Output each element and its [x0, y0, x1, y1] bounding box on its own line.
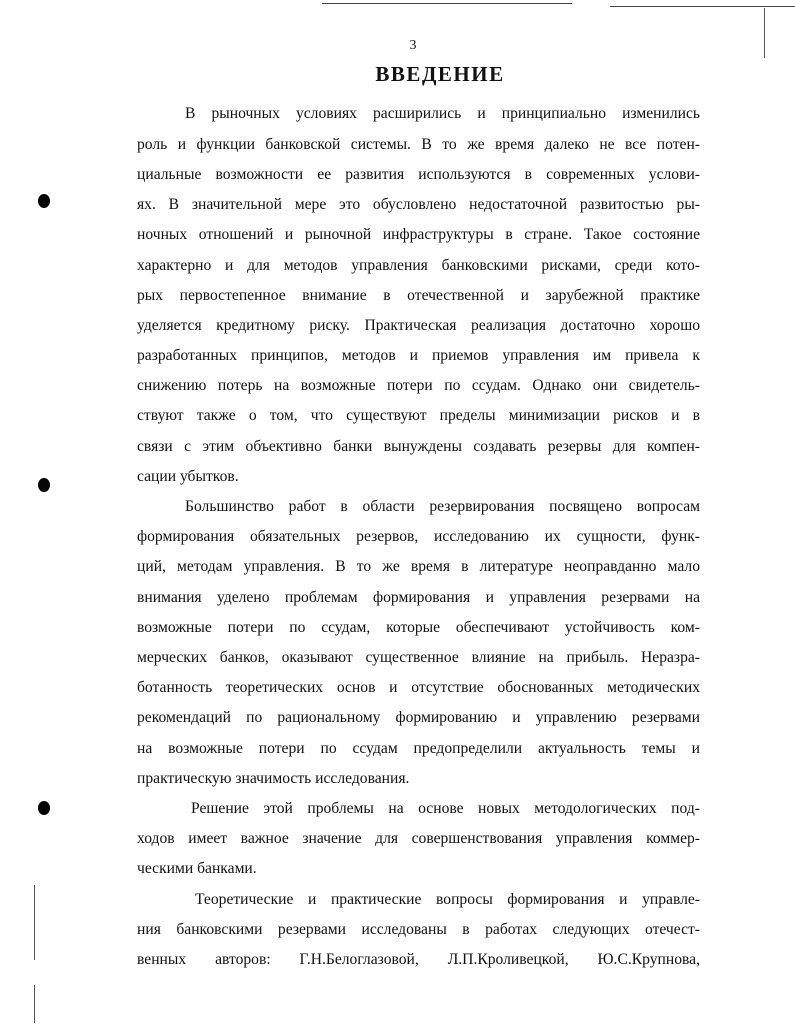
scan-edge-line	[322, 3, 572, 4]
text-line: венных авторов: Г.Н.Белоглазовой, Л.П.Кроливецкой, Ю.С.Крупнова,	[137, 951, 700, 968]
scan-edge-line	[34, 885, 35, 960]
text-line: практическую значимость исследования.	[137, 770, 410, 787]
page-title: ВВЕДЕНИЕ	[375, 62, 505, 86]
text-line: ций, методам управления. В то же время в литературе неоправданно мало	[137, 558, 700, 575]
text-line: ния банковскими резервами исследованы в работах следующих отечест-	[137, 921, 700, 938]
hole-punch-mark	[38, 478, 50, 492]
text-line: ботанность теоретических основ и отсутствие обоснованных методических	[137, 679, 700, 696]
text-line: связи с этим объективно банки вынуждены создавать резервы для компен-	[137, 438, 700, 455]
text-line: Решение этой проблемы на основе новых методологических под-	[191, 800, 700, 817]
text-line: рекомендаций по рациональному формированию и управлению резервами	[137, 709, 700, 726]
text-line: сации убытков.	[137, 468, 239, 485]
scan-edge-line	[610, 6, 795, 7]
text-line: снижению потерь на возможные потери по ссудам. Однако они свидетель-	[137, 377, 700, 394]
hole-punch-mark	[38, 801, 50, 815]
scan-edge-line	[34, 985, 35, 1023]
text-line: роль и функции банковской системы. В то же время далеко не все потен-	[137, 136, 700, 153]
text-line: ночных отношений и рыночной инфраструктуры в стране. Такое состояние	[137, 226, 700, 243]
text-line: ях. В значительной мере это обусловлено недостаточной развитостью ры-	[137, 196, 700, 213]
text-line: ходов имеет важное значение для совершенствования управления коммер-	[137, 830, 700, 847]
text-line: ческими банками.	[137, 860, 257, 877]
page-number: 3	[409, 38, 417, 53]
text-line: мерческих банков, оказывают существенное влияние на прибыль. Неразра-	[137, 649, 700, 666]
text-line: ствуют также о том, что существуют пределы минимизации рисков и в	[137, 407, 700, 424]
text-line: В рыночных условиях расширились и принципиально изменились	[185, 105, 700, 122]
text-line: характерно и для методов управления банковскими рисками, среди кото-	[137, 257, 700, 274]
text-line: на возможные потери по ссудам предопределили актуальность темы и	[137, 740, 700, 757]
text-line: разработанных принципов, методов и приемов управления им привела к	[137, 347, 700, 364]
text-line: Большинство работ в области резервирования посвящено вопросам	[185, 498, 700, 515]
hole-punch-mark	[38, 194, 50, 208]
text-line: возможные потери по ссудам, которые обеспечивают устойчивость ком-	[137, 619, 700, 636]
text-line: формирования обязательных резервов, исследованию их сущности, функ-	[137, 528, 700, 545]
text-line: внимания уделено проблемам формирования и управления резервами на	[137, 589, 700, 606]
text-line: рых первостепенное внимание в отечественной и зарубежной практике	[137, 287, 700, 304]
text-line: уделяется кредитному риску. Практическая реализация достаточно хорошо	[137, 317, 700, 334]
text-line: Теоретические и практические вопросы формирования и управле-	[195, 891, 700, 908]
text-line: циальные возможности ее развития используются в современных услови-	[137, 166, 700, 183]
